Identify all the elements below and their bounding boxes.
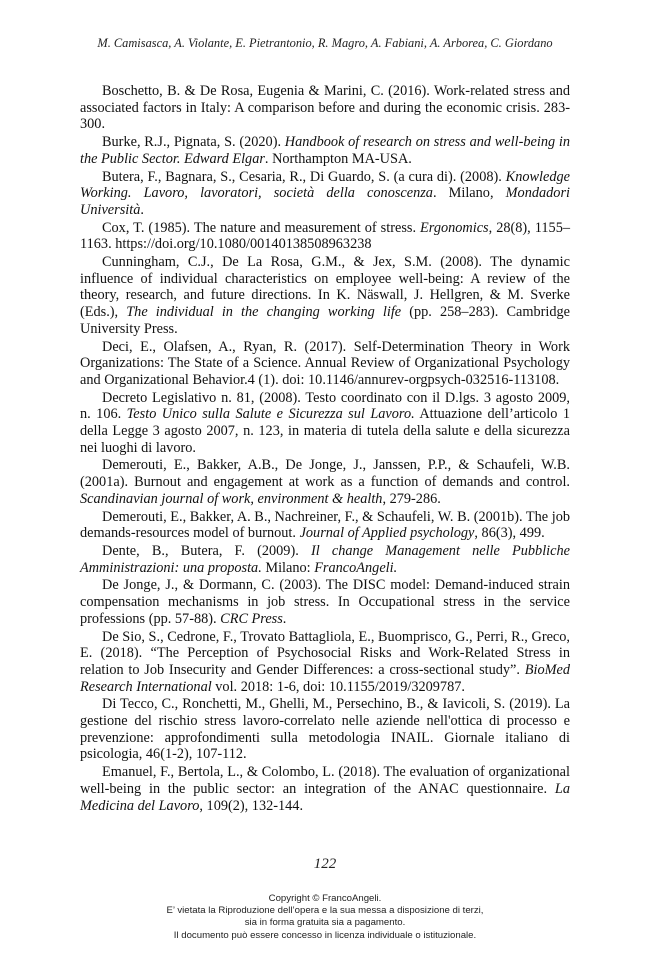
reference-italic-text: CRC Press (220, 610, 283, 627)
reference-entry (80, 339, 570, 389)
reference-text: Demerouti, E., Bakker, A. B., Nachreiner, F., & Schaufeli, W. B. (2001b). The job demands-resources model of burnout. (80, 508, 570, 542)
reference-text: Dente, B., Butera, F. (2009). (102, 542, 311, 559)
copyright-line: Copyright © FrancoAngeli. (268, 893, 382, 904)
reference-italic-text: Scandinavian journal of work, environment & health (80, 490, 383, 507)
reference-entry (80, 83, 570, 133)
reference-text: , 109(2), 132-144. (199, 797, 304, 814)
reference-text: Cunningham, C.J., De La Rosa, G.M., & Jex, S.M. (2008). The dynamic influence of individual characteristics on employee well-being: A review of the theory, research, and future directions. In K. Näswall, J. Hellgren, & M. Sverke (Eds.), (80, 254, 570, 321)
reference-italic-text: Mondadori Università (80, 185, 570, 218)
reference-italic-text: BioMed Research International (80, 661, 570, 695)
copyright-notice (0, 893, 650, 942)
reference-text: Demerouti, E., Bakker, A.B., De Jonge, J., Janssen, P.P., & Schaufeli, W.B. (2001a). Burnout and engagement at work as a function of demands and control. (80, 457, 570, 491)
reference-italic-text: Il change Management nelle Pubbliche Amministrazioni: una proposta. (80, 542, 570, 576)
page-number: 122 (313, 856, 337, 872)
reference-entry (80, 134, 570, 167)
reference-entry (80, 509, 570, 542)
reference-italic-text: La Medicina del Lavoro (80, 780, 570, 814)
reference-text: Attuazione dell’articolo 1 della Legge 3 agosto 2007, n. 123, in materia di tutela della salute e della sicurezza nei luoghi di lavoro. (80, 406, 571, 456)
reference-entry (80, 543, 570, 576)
reference-entry (80, 629, 570, 696)
running-header: M. Camisasca, A. Violante, E. Pietrantonio, R. Magro, A. Fabiani, A. Arborea, C. Giordano (97, 36, 553, 50)
copyright-line: sia in forma gratuita sia a pagamento. (244, 917, 406, 929)
reference-text: Butera, F., Bagnara, S., Cesaria, R., Di Guardo, S. (a cura di). (2008). (102, 168, 506, 185)
copyright-line: E’ vietata la Riproduzione dell’opera e la sua messa a disposizione di terzi, (166, 905, 484, 917)
reference-entry (80, 390, 570, 457)
reference-text: De Jonge, J., & Dormann, C. (2003). The DISC model: Demand-induced strain compensation mechanisms in job stress. In Occupational stress in the service professions (pp. 57-88). (80, 577, 570, 627)
reference-italic-text: Testo Unico sulla Salute e Sicurezza sul Lavoro. (126, 406, 415, 423)
reference-text: . (282, 610, 287, 627)
reference-entry (80, 577, 570, 627)
reference-text: Di Tecco, C., Ronchetti, M., Ghelli, M., Persechino, B., & Iavicoli, S. (2019). La gestione del rischio stress lavoro-correlato nelle aziende nell'ottica di processo e prevenzione: approfondimenti sulla metodologia INAIL. Giornale italiano di psicologia, 46(1-2), 107-112. (80, 696, 570, 763)
reference-italic-text: Journal of Applied psychology (299, 525, 475, 542)
reference-list (80, 83, 570, 815)
reference-italic-text: Ergonomics (420, 219, 489, 236)
reference-text: vol. 2018: 1-6, doi: 10.1155/2019/3209787. (211, 678, 465, 695)
reference-text: Emanuel, F., Bertola, L., & Colombo, L. (2018). The evaluation of organizational well-being in the public sector: an integration of the ANAC questionnaire. (80, 764, 570, 797)
reference-italic-text: Handbook of research on stress and well-being in the Public Sector. Edward Elgar (80, 134, 570, 167)
reference-text: Milano: (261, 559, 315, 576)
reference-text: De Sio, S., Cedrone, F., Trovato Battagliola, E., Buomprisco, G., Perri, R., Greco, E. (2018). “The Perception of Psychosocial Risks and Work-Related Stress in relation to Job Insecurity and Gender Differences: a cross-sectional study”. (80, 628, 570, 678)
reference-text: Decreto Legislativo n. 81, (2008). Testo coordinato con il D.lgs. 3 agosto 2009, n. 106. (80, 389, 570, 423)
reference-text: . Northampton MA-USA. (264, 150, 412, 167)
reference-text: Cox, T. (1985). The nature and measurement of stress. (102, 219, 421, 236)
reference-italic-text: FrancoAngeli. (314, 559, 398, 576)
reference-text: (pp. 258–283). Cambridge University Press. (80, 304, 570, 337)
reference-text: . Milano, (432, 185, 506, 202)
reference-text: Deci, E., Olafsen, A., Ryan, R. (2017). Self-Determination Theory in Work Organizations: The State of a Science. Annual Review of Organizational Psychology and Organizational Behavior.4 (1). doi: 10.1146/annurev-orgpsych-032516-113108. (80, 338, 570, 388)
reference-text: , 86(3), 499. (474, 525, 545, 542)
reference-entry (80, 220, 570, 253)
reference-entry (80, 457, 570, 507)
reference-entry (80, 169, 570, 219)
reference-italic-text: The individual in the changing working life (126, 304, 402, 321)
reference-text: . (140, 201, 144, 218)
reference-text: Burke, R.J., Pignata, S. (2020). (102, 134, 285, 151)
reference-text: , 279-286. (382, 490, 441, 507)
reference-text: , 28(8), 1155–1163. https://doi.org/10.1080/00140138508963238 (80, 219, 570, 253)
copyright-line: Il documento può essere concesso in licenza individuale o istituzionale. (173, 929, 477, 941)
reference-text: Boschetto, B. & De Rosa, Eugenia & Marini, C. (2016). Work-related stress and associated factors in Italy: A comparison before and during the economic crisis. 283-300. (80, 83, 570, 133)
reference-italic-text: Knowledge Working. Lavoro, lavoratori, società della conoscenza (80, 168, 570, 202)
reference-entry (80, 764, 570, 814)
reference-entry (80, 254, 570, 338)
reference-entry (80, 696, 570, 763)
